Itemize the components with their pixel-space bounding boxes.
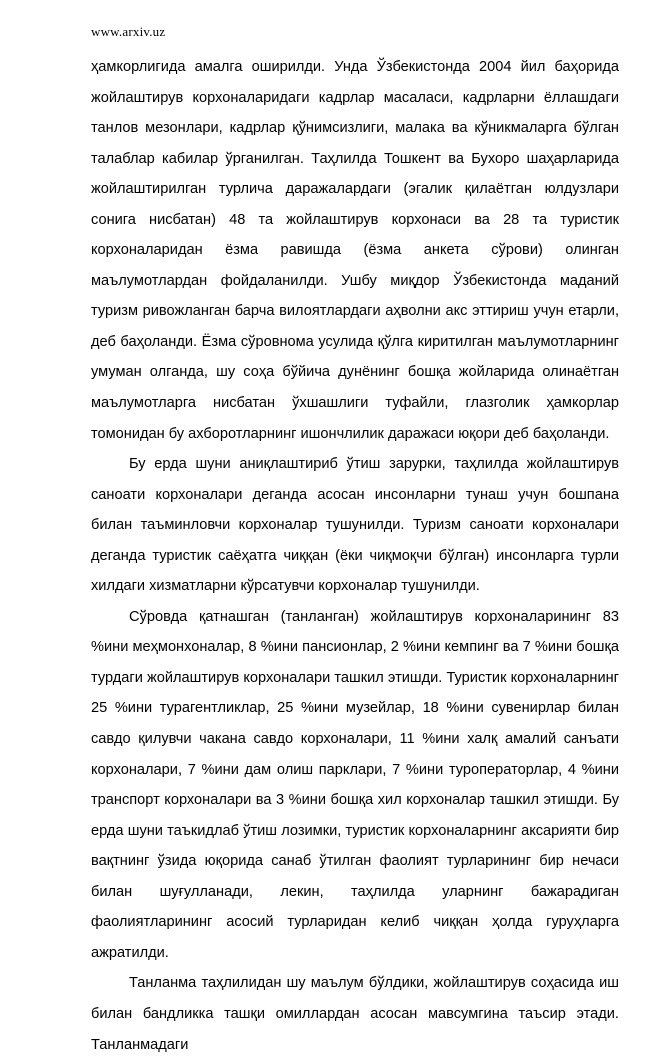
paragraph-survey-intro: ҳамкорлигида амалга оширилди. Унда Ўзбекистонда 2004 йил баҳорида жойлаштирув корхоналаридаги кадрлар масаласи, кадрларни ёллашдаги танлов мезонлари, кадрлар қўнимсизлиги, малака ва кўникмаларга бўлган талаблар кабилар ўрганилган. Таҳлилда Тошкент ва Бухоро шаҳарларида жойлаштирилган турлича даражалардаги (эгалик қилаётган юлдузлари сонига нисбатан) 48 та жойлаштирув корхонаси ва 28 та туристик корхоналаридан ёзма равишда (ёзма анкета сўрови) олинган маълумотлардан фойдаланилди. Ушбу миқдор Ўзбекистонда маданий туризм ривожланган барча вилоятлардаги аҳволни акс эттириш учун етарли, деб баҳоланди. Ёзма сўровнома усулида қўлга киритилган маълумотларнинг умуман олганда, шу соҳа бўйича дунёнинг бошқа жойларида олинаётган маълумотларга нисбатан ўхшашлиги туфайли, глазголик ҳамкорлар томонидан бу ахборотларнинг ишончлилик даражаси юқори деб баҳоланди.	[91, 59, 619, 442]
paragraph-sample-analysis: Танланма таҳлилидан шу маълум бўлдики, жойлаштирув соҳасида иш билан бандликка ташқи омиллардан асосан мавсумгина таъсир этади. Танланмадаги	[91, 975, 619, 1053]
paragraph-definitions: Бу ерда шуни аниқлаштириб ўтиш зарурки, таҳлилда жойлаштирув саноати корхоналари деганда асосан инсонларни тунаш учун бошпана билан таъминловчи корхоналар тушунилди. Туризм саноати корхоналари деганда туристик саёҳатга чиққан (ёки чиқмоқчи бўлган) инсонларга турли хилдаги хизматларни кўрсатувчи корхоналар тушунилди.	[91, 456, 619, 595]
paragraph-survey-breakdown: Сўровда қатнашган (танланган) жойлаштирув корхоналарининг 83 %ини меҳмонхоналар, 8 %ини пансионлар, 2 %ини кемпинг ва 7 %ини бошқа турдаги жойлаштирув корхоналари ташкил этишди. Туристик корхоналарнинг 25 %ини турагентликлар, 25 %ини музейлар, 18 %ини сувенирлар билан савдо қилувчи чакана савдо корхоналари, 11 %ини халқ амалий санъати корхоналари, 7 %ини дам олиш парклари, 7 %ини туроператорлар, 4 %ини транспорт корхоналари ва 3 %ини бошқа хил корхоналар ташкил этишди. Бу ерда шуни таъкидлаб ўтиш лозимки, туристик корхоналарнинг аксарияти бир вақтнинг ўзида юқорида санаб ўтилган фаолият турларининг бир нечаси билан шуғулланади, лекин, таҳлилда уларнинг бажарадиган фаолиятларининг асосий турларидан келиб чиққан ҳолда гуруҳларга ажратилди.	[91, 608, 619, 961]
site-url-header: www.arxiv.uz	[91, 24, 166, 39]
